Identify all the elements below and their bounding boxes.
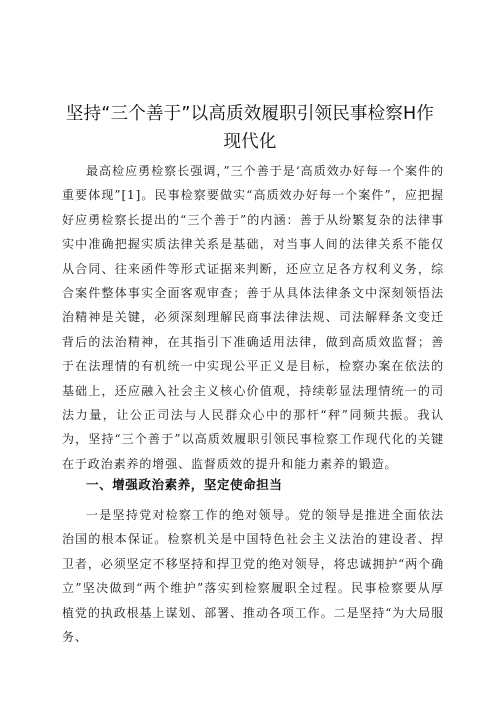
section-heading: 一、增强政治素养，坚定使命担当	[86, 477, 283, 492]
document-title: 坚持“三个善于”以高质效履职引领民事检察H作现代化	[65, 103, 435, 152]
section-paragraph: 一是坚持党对检察工作的绝对领导。党的领导是推进全面依法治国的根本保证。检察机关是中国特色社会主义法治的建设者、捍卫者，必须坚定不移坚持和捍卫党的绝对领导，将忠诚拥护“两个确立”坚决做到“两个维护”落实到检察履职全过程。民事检察要从厚植党的执政根基上谋划、部署、推动各项工作。二是坚持“为大局服务、	[62, 508, 444, 645]
intro-paragraph: 最高检应勇检察长强调，”三个善于是‘高质效办好每一个案件的重要体现”[1]。民事检察要做实“高质效办好每一个案件”，应把握好应勇检察长提出的“三个善于”的内涵：善于从纷繁复杂的法律事实中准确把握实质法律关系是基础，对当事人间的法律关系不能仅从合同、往来函件等形式证据来判断，还应立足各方权利义务，综合案件整体事实全面客观审查；善于从具体法律条文中深刻领悟法治精神是关键，必须深刻理解民商事法律法规、司法解释条文变迁背后的法治精神，在其指引下准确适用法律，做到高质效监督；善于在法理情的有机统一中实现公平正义是目标，检察办案在依法的基础上，还应融入社会主义核心价值观，持续彰显法理情统一的司法力量，让公正司法与人民群众心中的那杆“秤”同频共振。我认为，坚持“三个善于”以高质效履职引领民事检察工作现代化的关键在于政治素养的增强、监督质效的提升和能力素养的锻造。	[62, 164, 444, 471]
